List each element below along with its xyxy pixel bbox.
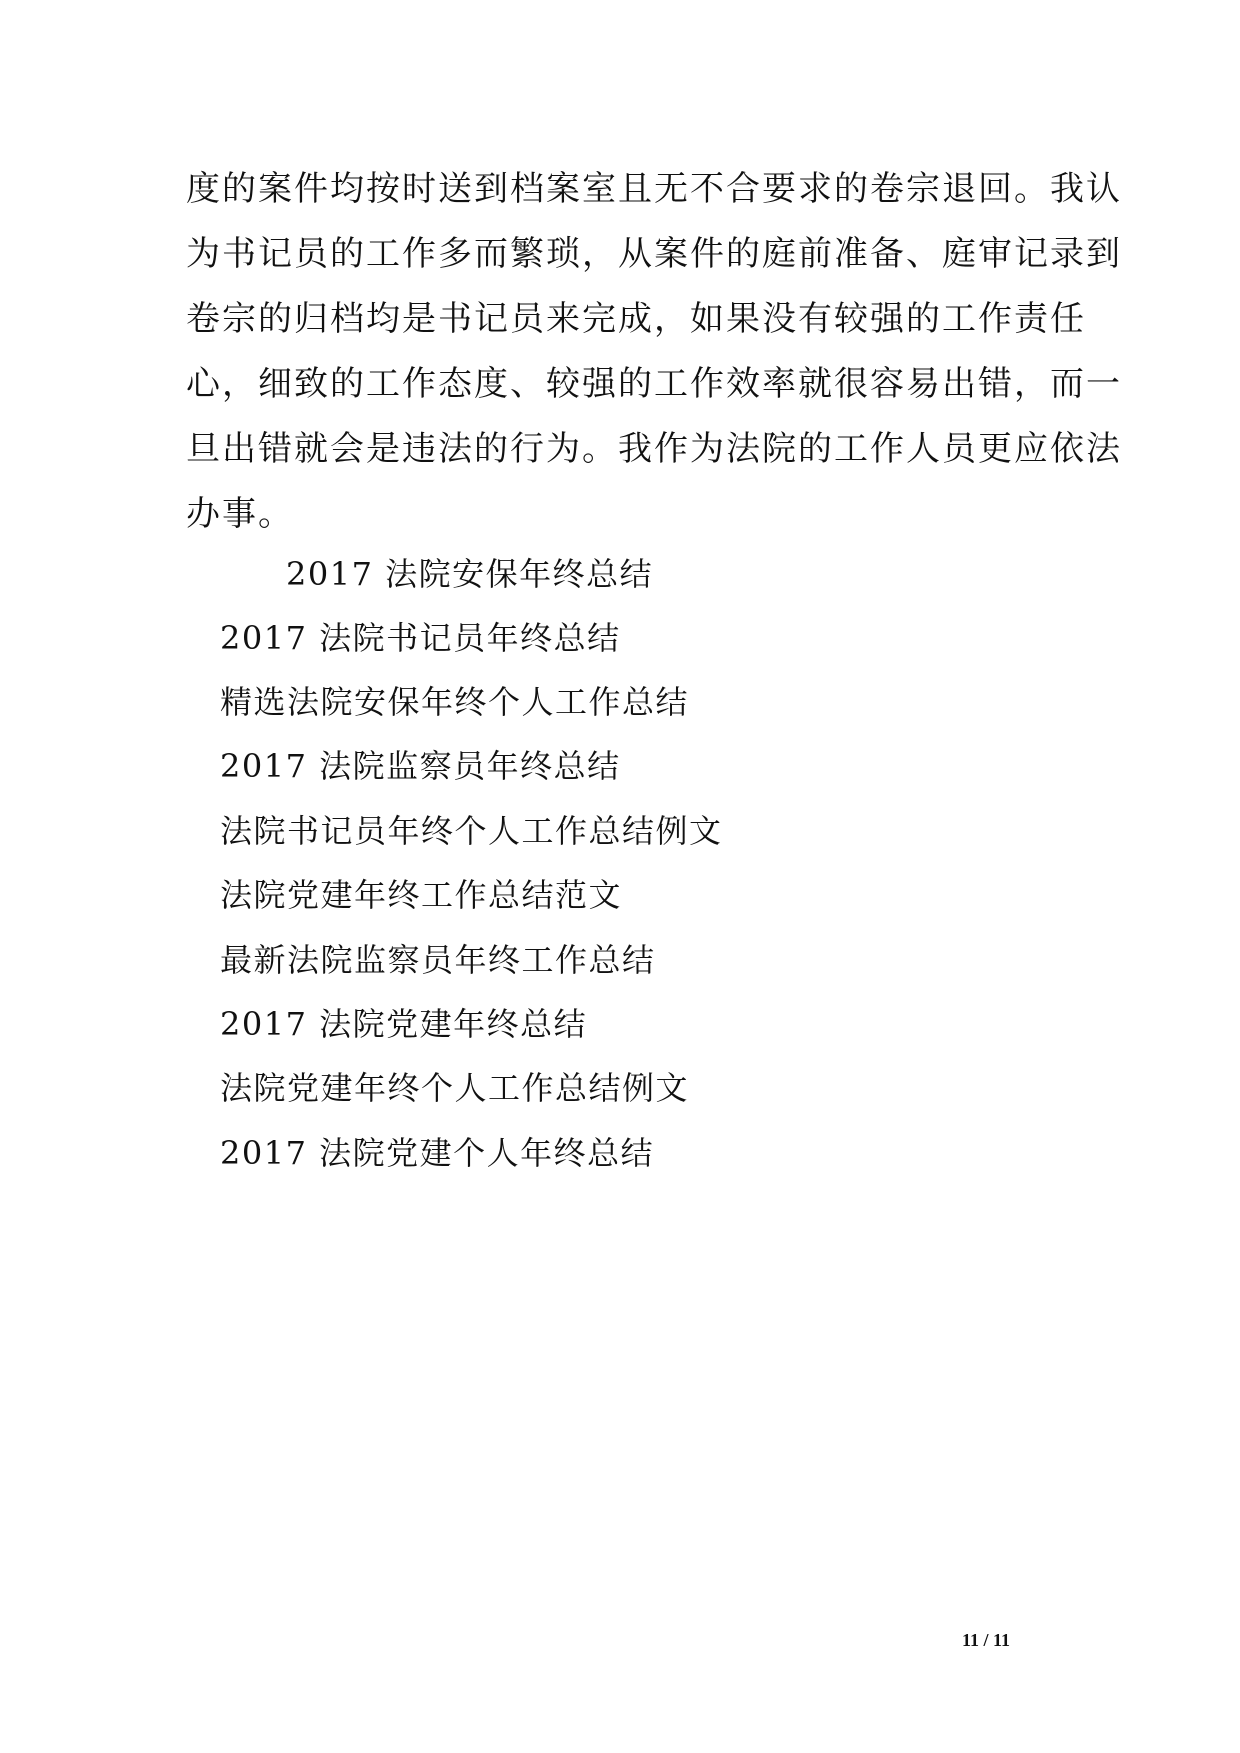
body-paragraph (186, 157, 1122, 547)
body-line: 为书记员的工作多而繁琐，从案件的庭前准备、庭审记录到 (186, 234, 1122, 274)
related-article-link[interactable]: 精选法院安保年终个人工作总结 (220, 683, 690, 721)
body-line: 度的案件均按时送到档案室且无不合要求的卷宗退回。我认 (186, 169, 1122, 209)
related-article-link[interactable]: 2017 法院安保年终总结 (286, 555, 654, 593)
related-article-link[interactable]: 2017 法院书记员年终总结 (220, 619, 621, 657)
related-article-link[interactable]: 最新法院监察员年终工作总结 (220, 941, 656, 979)
related-article-link[interactable]: 法院书记员年终个人工作总结例文 (220, 812, 723, 850)
body-line: 旦出错就会是违法的行为。我作为法院的工作人员更应依法 (186, 429, 1122, 469)
related-article-link[interactable]: 2017 法院监察员年终总结 (220, 747, 621, 785)
related-article-link[interactable]: 2017 法院党建个人年终总结 (220, 1134, 655, 1172)
related-article-link[interactable]: 法院党建年终工作总结范文 (220, 876, 623, 914)
body-line: 办事。 (186, 494, 294, 534)
related-article-link[interactable]: 2017 法院党建年终总结 (220, 1005, 588, 1043)
body-line: 心，细致的工作态度、较强的工作效率就很容易出错，而一 (186, 364, 1122, 404)
page-number: 11 / 11 (962, 1630, 1011, 1650)
related-article-link[interactable]: 法院党建年终个人工作总结例文 (220, 1069, 690, 1107)
body-line: 卷宗的归档均是书记员来完成，如果没有较强的工作责任 (186, 299, 1086, 339)
